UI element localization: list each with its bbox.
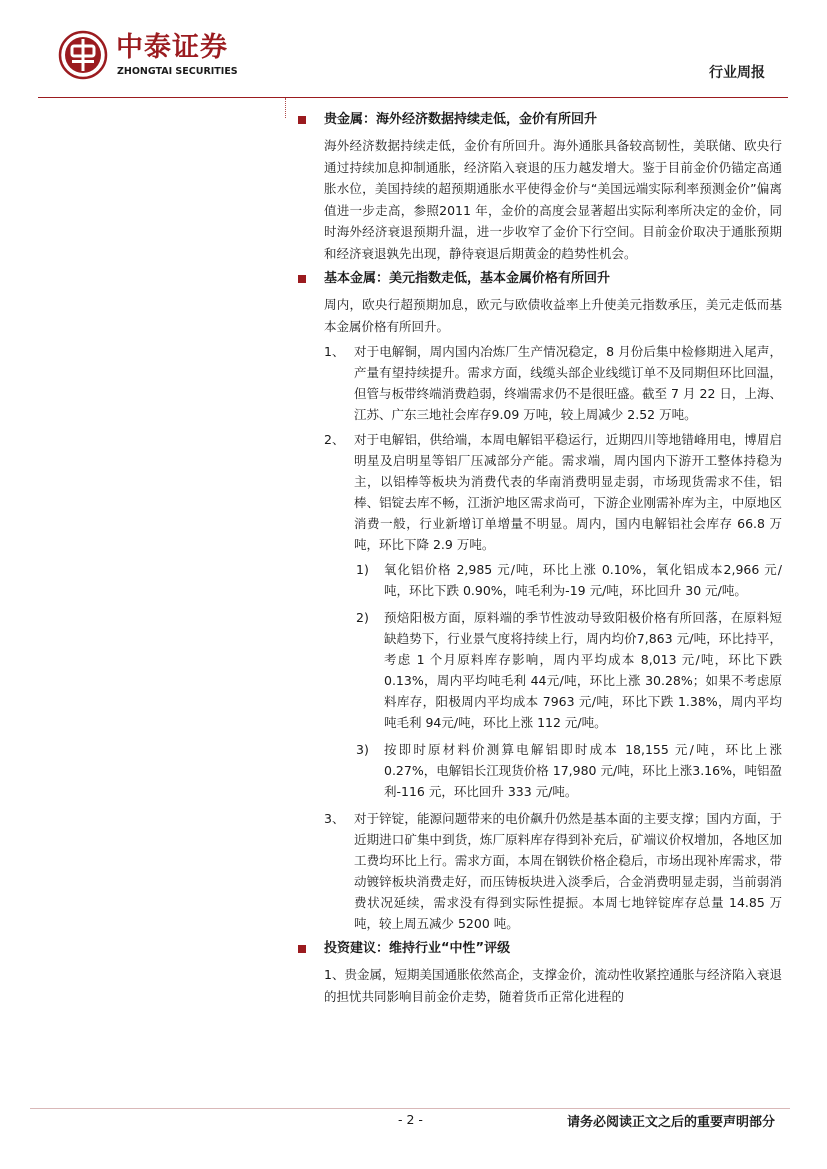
list-number: 1、: [324, 344, 345, 359]
list-text: 对于锌锭，能源问题带来的电价飙升仍然是基本面的主要支撑；国内方面，于近期进口矿集中到货，炼厂原料库存得到补充后，矿端议价权增加，各地区加工费均环比上行。需求方面，本周在钢铁价格企稳后，市场出现补库需求，带动镀锌板块消费走好，而压铸板块进入淡季后，合金消费明显走弱，当前弱消费状况延续，需求没有得到实际性提振。本周七地锌锭库存总量 14.85 万吨，较上周五减少 5200 吨。: [354, 811, 782, 931]
brand-name-cn: 中泰证券: [116, 32, 228, 63]
square-bullet-icon: [298, 945, 306, 953]
page-header: [0, 0, 827, 100]
sub-item-anode: [292, 607, 782, 733]
square-bullet-icon: [298, 275, 306, 283]
sub-number: 1): [356, 562, 369, 577]
heading-text: 基本金属：美元指数走低，基本金属价格有所回升: [324, 271, 611, 286]
paragraph-investment: 1、贵金属，短期美国通胀依然高企，支撑金价，流动性收紧控通胀与经济陷入衰退的担忧共同影响目前金价走势，随着货币正常化进程的: [324, 967, 782, 1004]
margin-dotted-line: [285, 98, 286, 118]
heading-text: 贵金属：海外经济数据持续走低，金价有所回升: [324, 112, 598, 127]
paragraph-precious-metals: 海外经济数据持续走低，金价有所回升。海外通胀具备较高韧性，美联储、欧央行通过持续加息抑制通胀，经济陷入衰退的压力越发增大。鉴于目前金价仍锚定高通胀水位，美国持续的超预期通胀水平使得金价与“美国远端实际利率预测金价”偏离值进一步走高，参照2011 年，金价的高度会显著超出实际利率所决定的金价，同时海外经济衰退预期升温，进一步收窄了金价下行空间。目前金价取决于通胀预期和经济衰退孰先出现，静待衰退后期黄金的趋势性机会。: [324, 138, 782, 261]
sub-number: 2): [356, 610, 369, 625]
section-heading-investment: [292, 938, 782, 960]
footer-disclaimer: 请务必阅读正文之后的重要声明部分: [566, 1115, 775, 1130]
report-body: [292, 109, 782, 1011]
header-divider: [38, 97, 788, 98]
sub-text: 预焙阳极方面，原料端的季节性波动导致阳极价格有所回落，在原料短缺趋势下，行业景气度将持续上行，周内均价7,863 元/吨，环比持平，考虑 1 个月原料库存影响，周内平均成本 8,013 元/吨，环比下跌 0.13%，周内平均吨毛利 44元/吨，环比上涨 30.28%；如果不考虑原料库存，阳极周内平均成本 7963 元/吨，环比下跌 1.38%，周内平均吨毛利 94元/吨，环比上涨 112 元/吨。: [384, 610, 782, 730]
list-item-copper: [292, 341, 782, 425]
heading-text: 投资建议：维持行业“中性”评级: [324, 941, 511, 956]
list-text: 对于电解铝，供给端，本周电解铝平稳运行，近期四川等地错峰用电，博眉启明星及启明星等铝厂压减部分产能。需求端，周内国内下游开工整体持稳为主，以铝棒等板块为消费代表的华南消费明显走弱，市场现货需求不佳，铝棒、铝锭去库不畅，江浙沪地区需求尚可，下游企业刚需补库为主，中原地区消费一般，行业新增订单增量不明显。周内，国内电解铝社会库存 66.8 万吨，环比下降 2.9 万吨。: [354, 432, 782, 552]
list-number: 3、: [324, 811, 345, 826]
sub-number: 3): [356, 742, 369, 757]
report-type: 行业周报: [709, 65, 765, 81]
sub-item-aluminum-cost: [292, 739, 782, 802]
paragraph-base-metals-intro: 周内，欧央行超预期加息，欧元与欧债收益率上升使美元指数承压，美元走低而基本金属价格有所回升。: [324, 297, 782, 334]
square-bullet-icon: [298, 116, 306, 124]
list-text: 对于电解铜，周内国内冶炼厂生产情况稳定，8 月份后集中检修期进入尾声，产量有望持续提升。需求方面，线缆头部企业线缆订单不及同期但环比回温，但管与板带终端消费趋弱，终端需求仍不是很旺盛。截至 7 月 22 日，上海、江苏、广东三地社会库存9.09 万吨，较上周减少 2.52 万吨。: [354, 344, 782, 422]
zhongtai-logo-icon: [58, 30, 108, 80]
footer-divider: [30, 1108, 790, 1109]
brand-name-en: ZHONGTAI SECURITIES: [117, 66, 238, 77]
list-item-aluminum: [292, 429, 782, 555]
sub-text: 按即时原材料价测算电解铝即时成本 18,155 元/吨，环比上涨 0.27%，电解铝长江现货价格 17,980 元/吨，环比上涨3.16%，吨铝盈利-116 元，环比回升 333 元/吨。: [384, 742, 782, 799]
sub-text: 氧化铝价格 2,985 元/吨，环比上涨 0.10%，氧化铝成本2,966 元/吨，环比下跌 0.90%，吨毛利为-19 元/吨，环比回升 30 元/吨。: [384, 562, 782, 598]
section-heading-precious-metals: [292, 109, 782, 131]
sub-item-alumina: [292, 559, 782, 601]
section-heading-base-metals: [292, 268, 782, 290]
list-item-zinc: [292, 808, 782, 934]
list-number: 2、: [324, 432, 345, 447]
page-number: - 2 -: [398, 1112, 423, 1127]
